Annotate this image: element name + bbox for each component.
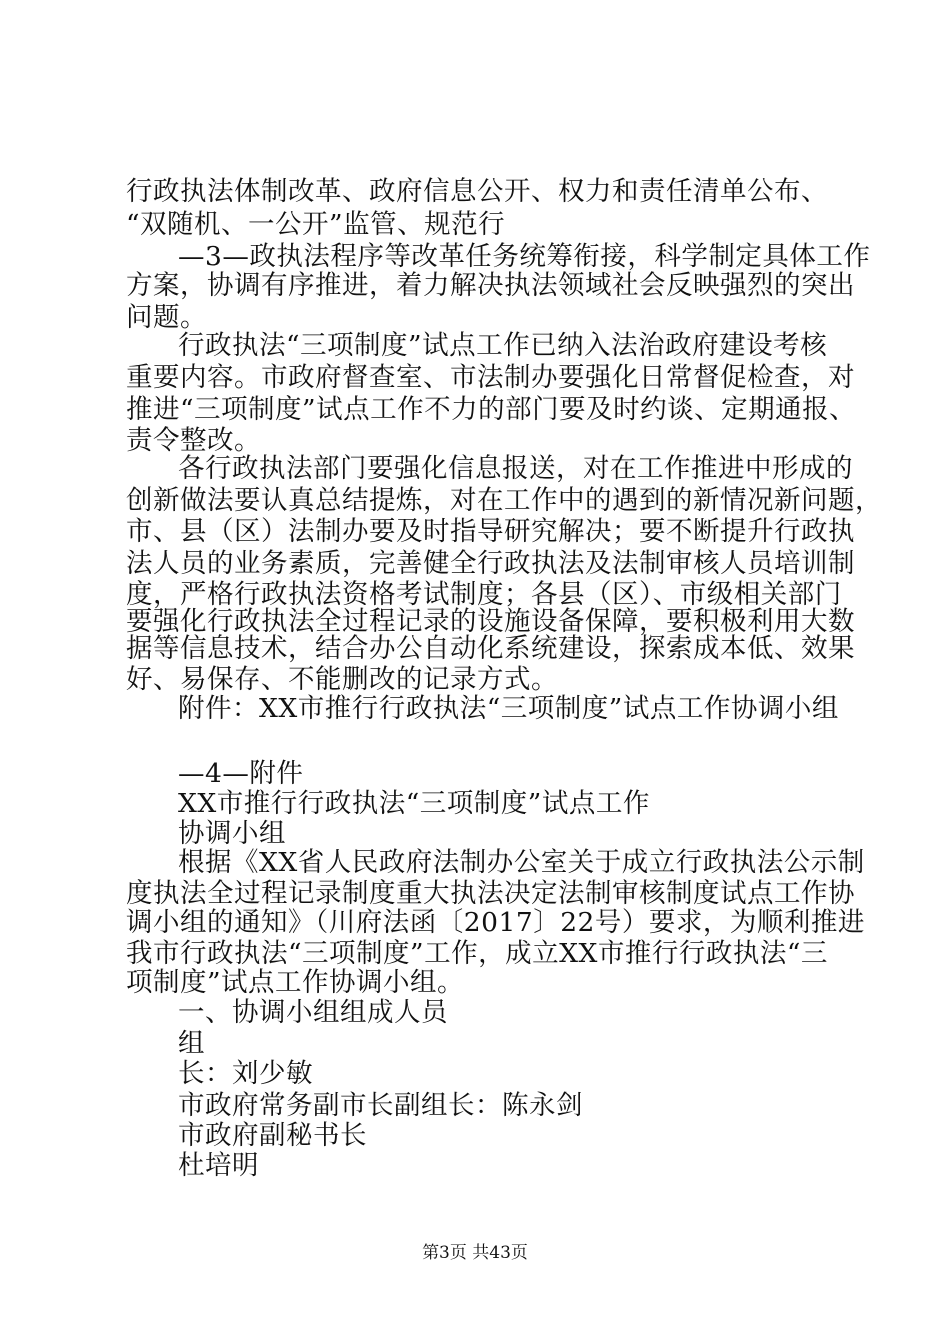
text-line: 长：刘少敏 [178, 1058, 313, 1089]
text-line: 据等信息技术，结合办公自动化系统建设，探索成本低、效果 [126, 633, 855, 664]
text-line: 市政府副秘书长 [178, 1120, 367, 1151]
text-line: 行政执法体制改革、政府信息公开、权力和责任清单公布、 [126, 176, 828, 207]
page-footer: 第3页 共43页 [422, 1243, 528, 1263]
text-line: 好、易保存、不能删改的记录方式。 [126, 664, 558, 695]
text-line: 项制度”试点工作协调小组。 [126, 967, 465, 998]
text-line: 度执法全过程记录制度重大执法决定法制审核制度试点工作协 [126, 878, 855, 909]
text-line: 根据《XX省人民政府法制办公室关于成立行政执法公示制 [178, 847, 865, 878]
text-line: 市、县（区）法制办要及时指导研究解决；要不断提升行政执 [126, 516, 855, 547]
text-line: 问题。 [126, 302, 207, 333]
text-line: “双随机、一公开”监管、规范行 [126, 209, 506, 240]
text-line: 各行政执法部门要强化信息报送，对在工作推进中形成的 [178, 453, 853, 484]
text-line: 组 [178, 1028, 205, 1059]
text-line: —3—政执法程序等改革任务统筹衔接，科学制定具体工作 [178, 241, 871, 272]
text-line: 市政府常务副市长副组长：陈永剑 [178, 1090, 583, 1121]
text-line: 我市行政执法“三项制度”工作，成立XX市推行行政执法“三 [126, 938, 828, 969]
text-line: 法人员的业务素质，完善健全行政执法及法制审核人员培训制 [126, 548, 855, 579]
text-line: 协调小组 [178, 818, 286, 849]
text-line: 调小组的通知》（川府法函〔2017〕22号）要求，为顺利推进 [126, 907, 865, 938]
text-line: 一、协调小组组成人员 [178, 997, 448, 1028]
text-line: 推进“三项制度”试点工作不力的部门要及时约谈、定期通报、 [126, 394, 857, 425]
text-line: 杜培明 [178, 1150, 259, 1181]
text-line: 度，严格行政执法资格考试制度；各县（区）、市级相关部门 [126, 579, 842, 610]
text-line: —4—附件 [178, 758, 304, 789]
text-line: 行政执法“三项制度”试点工作已纳入法治政府建设考核 [178, 330, 828, 361]
text-line: 创新做法要认真总结提炼，对在工作中的遇到的新情况新问题， [126, 485, 882, 516]
text-line: 方案，协调有序推进，着力解决执法领域社会反映强烈的突出 [126, 270, 855, 301]
text-line: 附件：XX市推行行政执法“三项制度”试点工作协调小组 [178, 693, 839, 724]
text-line: 责令整改。 [126, 425, 261, 456]
text-line: XX市推行行政执法“三项制度”试点工作 [178, 788, 650, 819]
text-line: 要强化行政执法全过程记录的设施设备保障，要积极利用大数 [126, 606, 855, 637]
text-line: 重要内容。市政府督查室、市法制办要强化日常督促检查，对 [126, 362, 855, 393]
